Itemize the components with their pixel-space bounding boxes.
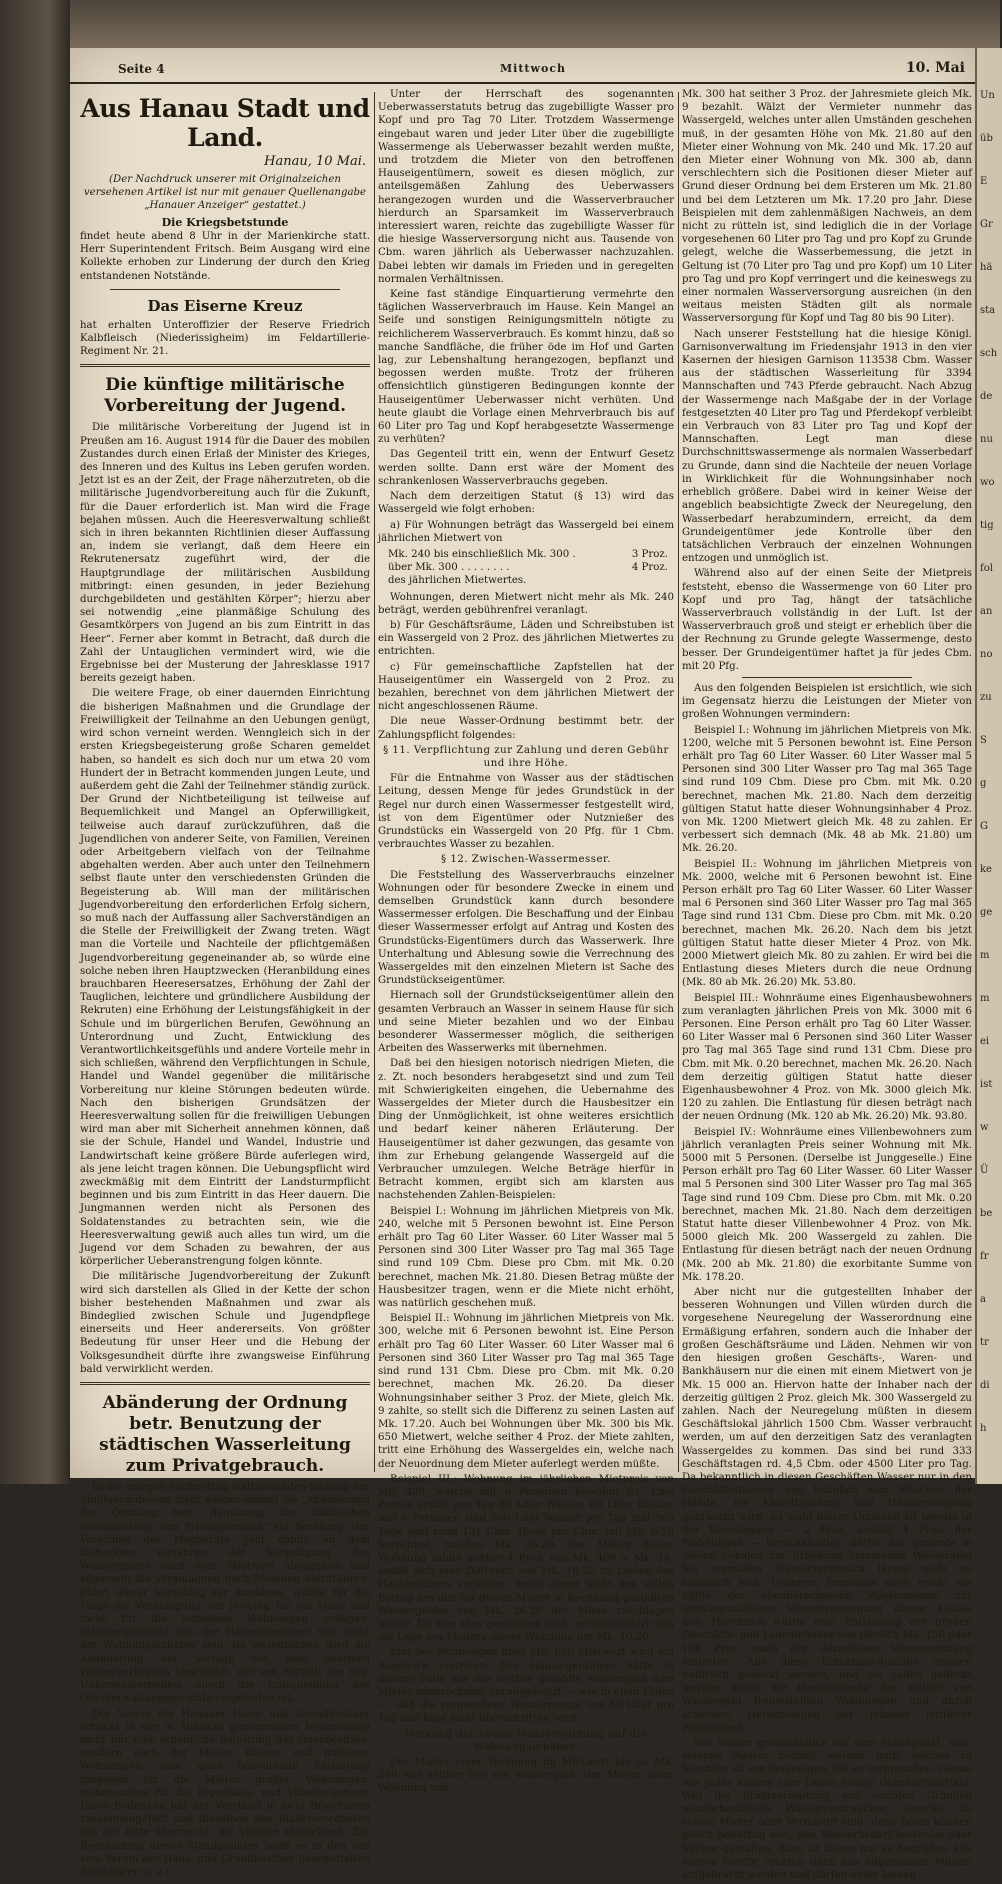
article-paragraph: Die neue Wasser-Ordnung bestimmt betr. der Zahlungspflicht folgendes: (378, 716, 674, 741)
masthead: Mittwoch (500, 62, 567, 75)
news-item-text: hat erhalten Unteroffizier der Reserve Friedrich Kalbfleisch (Niederissigheim) im Feldartillerie-Regiment Nr. 21. (80, 319, 370, 358)
adjacent-page-fragment: m (980, 993, 990, 1004)
adjacent-page-fragment: sch (980, 348, 998, 359)
newspaper-page (70, 48, 975, 1882)
adjacent-page-fragment: an (980, 606, 993, 617)
article-paragraph: Mk. 300 hat seither 3 Proz. der Jahresmiete gleich Mk. 9 bezahlt. Wälzt der Vermieter nunmehr das Wassergeld, welches unter allen Umständen geschehen muß, in der gesamten Höhe von Mk. 21.80 auf den Mieter einer Wohnung von Mk. 240 und Mk. 17.20 auf den Mieter einer Wohnung von Mk. 300 ab, dann verschlechtern sich die Positionen dieser Mieter auf Grund dieser Ordnung bei dem Ersteren um Mk. 21.80 und bei dem Letzteren um Mk. 17.20 pro Jahr. Diese Beispielen mit dem zahlenmäßigen Nachweis, an dem nicht zu rütteln ist, sind lediglich die in der Vorlage vorgesehenen 60 Liter pro Tag und pro Kopf zu Grunde gelegt, welche die Wasserbemessung, die jetzt in Geltung ist (70 Liter pro Tag und pro Kopf) um 10 Liter pro Tag und pro Kopf verringert und die keineswegs zu einer normalen Wasserversorgung ausreichen (in den weitaus meisten Städten gilt als normale Wasserversorgung für Kopf und Tag 80 bis 90 Liter). (682, 89, 972, 325)
article-headline: Abänderung der Ordnung betr. Benutzung der städtischen Wasserleitung zum Privatgebrauch. (99, 1393, 351, 1477)
issue-date: 10. Mai (905, 60, 965, 76)
adjacent-page-fragment: hä (980, 262, 993, 273)
example-paragraph: Beispiel I.: Wohnung im jährlichen Mietpreis von Mk. 240, welche mit 5 Personen bewohnt ist. Eine Person erhält pro Tag 60 Liter Wasser. 60 Liter Wasser mal 5 Personen sind 300 Liter Wasser pro Tag mal 365 Tage sind rund 109 Cbm. Diese pro Cbm. mit Mk. 0.20 berechnet, machen Mk. 21.80. Diesen Betrag müßte der Hausbesitzer tragen, wenn er die Miete nicht erhöht, was natürlich geschehen muß. (378, 1205, 674, 1310)
article-paragraph: Die Feststellung des Wasserverbrauchs einzelner Wohnungen oder für besondere Zwecke in einem und demselben Grundstück kann durch besondere Wassermesser erfolgen. Die Beschaffung und der Einbau dieser Wassermesser erfolgt auf Antrag und Kosten des Grundstücks-Eigentümers durch das Wasserwerk. Ihre Unterhaltung und Ablesung sowie die Verrechnung des Wassergeldes mit den einzelnen Mietern ist Sache des Grundstückseigentümer. (378, 869, 674, 987)
rate-label: über Mk. 300 . . . . . . . . (388, 562, 510, 574)
divider (110, 289, 340, 290)
article-paragraph: In der morgen nachmittag stattfindenden Sitzung der Stadtverordneten steht wieder einmal die „Abänderung der Ordnung betr. Benutzung der städtischen Wasserleitung zum Privatgebrauch“ zur Beratung. Der Vorschlag des Magistrats geht dahin, an dem bisherigen Verfahren der Veranlagung des Wassergeldes nach dem Mietwert abzugehen und allgemein die Veranlagung nach Messung einzuführen. Führt dieser Vorschlag zur Annahme, würde für die Folge die Veranlagung nur jeweilig für ein Haus und nicht für die einzelnen Wohnungen erfolgen, zahlungspflichtig also der Hauseigentümer und nicht der Wohnungsinhaber sein. Im wesentlichen wird die Abänderung der Vorlage mit dem enormen Wasserverbrauch begründet, der seit Fortfall des sog. Ueberwassergeldes durch die Entscheidung des Oberverwaltungsgerichts eingetreten ist. (80, 1482, 370, 1705)
adjacent-page-fragment: h (980, 1423, 987, 1434)
news-item-title: Die Kriegsbetstunde (161, 216, 289, 229)
adjacent-page-fragment: be (980, 1208, 993, 1219)
adjacent-page-fragment: nu (980, 434, 993, 445)
column-rule (678, 92, 679, 1472)
rate-label: Mk. 240 bis einschließlich Mk. 300 . (388, 548, 576, 560)
article-paragraph: Das Gegenteil tritt ein, wenn der Entwurf Gesetz werden sollte. Dann erst wäre der Moment des schrankenlosen Wasserverbrauchs gegeben. (378, 449, 674, 487)
divider (80, 364, 370, 367)
adjacent-page-fragment: S (980, 735, 987, 746)
example-paragraph: Beispiel III.: Wohnräume eines Eigenhausbewohners zum veranlagten jährlichen Preis von Mk. 3000 mit 6 Personen. Eine Person erhält pro Tag 60 Liter Wasser. 60 Liter Wasser mal 6 Personen sind 360 Liter Wasser pro Tag mal 365 Tage sind rund 131 Cbm. Diese pro Cbm. mit Mk. 0.20 berechnet, machen Mk. 26.20. Nach dem derzeitig gültigen Statut hatte dieser Eigenhausbewohner 4 Proz. von Mk. 3000 gleich Mk. 120 zu zahlen. Die Entlastung für diesen beträgt nach der neuen Ordnung (Mk. 120 ab Mk. 26.20) Mk. 93.80. (682, 992, 972, 1123)
header-rule (70, 82, 975, 84)
rate-table (388, 548, 674, 588)
news-item-text: findet heute abend 8 Uhr in der Marienkirche statt. Herr Superintendent Fritsch. Beim Ausgang wird eine Kollekte erhoben zur Linderung der durch den Krieg entstandenen Notstände. (80, 231, 370, 282)
adjacent-page-fragment: zu (980, 692, 992, 703)
adjacent-page-fragment: fol (980, 563, 993, 574)
article-paragraph: Nach unserer Feststellung hat die hiesige Königl. Garnisonverwaltung im Friedensjahr 1913 in den vier Kasernen der hiesigen Garnison 113538 Cbm. Wasser aus der städtischen Wasserleitung für 3394 Mannschaften und 743 Pferde gebraucht. Nach Abzug der Wassermenge nach Maßgabe der in der Vorlage festgesetzten 40 Liter pro Tag und Pferdekopf verbleibt ein Verbrauch von 83 Liter pro Tag und Kopf der Mannschaften. Legt man diese Durchschnittswassermenge als normalen Wasserbedarf zu Grunde, dann sind die Nachteile der neuen Vorlage in Wirklichkeit für die Wohnungsinhaber noch erheblich größere. Dabei wird in keiner Weise der angeblich beabsichtigte Zweck der Neuregelung, den Wasserbedarf herabzumindern, erreicht, da dem Grundeigentümer jede Kontrolle über den tatsächlichen Verbrauch der einzelnen Wohnungen entzogen und unmöglich ist. (682, 328, 972, 565)
adjacent-page-fragment: de (980, 391, 993, 402)
adjacent-page-fragment: no (980, 649, 993, 660)
adjacent-page-fragment: tig (980, 520, 994, 531)
article-paragraph: Der Verein der Hanauer Haus- und Grundbesitzer erblickt in der in Aussicht genommenen Neuordnung nicht nur eine erhebliche Belastung des Hausbesitzes, sondern auch der Mieter kleiner und mittlerer Wohnungen; eine ganz bedeutende Entlastung hingegen für die Mieter großer Wohnungen, insbesondere für die Eigenhaus- und Villenbewohner. Diese Bedenken hat der Vorstand in zwei Broschüren zusammengefaßt und dieselben den Stadtverordneten mit der Bitte überreicht, die Vorlage abzulehnen. Zur Begründung dieses Standpunktes heißt es in den uns vom Verein der Haus- und Grundbesitzer übermittelten Broschüren u. a.: (80, 1708, 370, 1878)
example-paragraph: Beispiel II.: Wohnung im jährlichen Mietpreis von Mk. 2000, welche mit 6 Personen bewohnt ist. Eine Person erhält pro Tag 60 Liter Wasser. 60 Liter Wasser mal 6 Personen sind 360 Liter Wasser pro Tag mal 365 Tage sind rund 131 Cbm. Diese pro Cbm. mit Mk. 0.20 berechnet, machen Mk. 26.20. Nach dem bis jetzt gültigen Statut hatte dieser Mieter 4 Proz. von Mk. 2000 Mietwert gleich Mk. 80 zu zahlen. Er wird bei die Entlastung dieses Mieters durch die neue Ordnung (Mk. 80 ab Mk. 26.20) Mk. 53.80. (682, 858, 972, 989)
section-title: Aus Hanau Stadt und Land. (80, 94, 370, 152)
article-paragraph: Daß bei den hiesigen notorisch niedrigen Mieten, die z. Zt. noch besonders herabgesetzt sind und zum Teil mit Schwierigkeiten eingehen, die Uebernahme des Wassergeldes der Mieter durch die Hausbesitzer ein Ding der Unmöglichkeit, ist ohne weiteres ersichtlich und bedarf keiner näheren Erläuterung. Der Hauseigentümer ist daher gezwungen, das gesamte von ihm zur Erhebung gelangende Wassergeld auf die Verbraucher umzulegen. Welche Beträge hierfür in Betracht kommen, ergibt sich am klarsten aus nachstehenden Zahlen-Beispielen: (378, 1058, 674, 1202)
article-paragraph: a) Für Wohnungen beträgt das Wassergeld bei einem jährlichen Mietwert von (378, 519, 674, 544)
adjacent-page-fragment: G (980, 821, 988, 832)
adjacent-page-fragment: sta (980, 305, 996, 316)
article-paragraph: b) Für Geschäftsräume, Läden und Schreibstuben ist ein Wassergeld von 2 Proz. des jährlichen Mietwertes zu entrichten. (378, 619, 674, 658)
adjacent-page-fragment: E (980, 176, 988, 187)
column-2 (378, 88, 674, 1798)
adjacent-page-fragment: üb (980, 133, 993, 144)
example-paragraph: Beispiel IV.: Wohnräume eines Villenbewohners zum jährlich veranlagten Preis seiner Wohnung mit Mk. 5000 mit 5 Personen. (Derselbe ist Junggeselle.) Eine Person erhält pro Tag 60 Liter Wasser. 60 Liter Wasser mal 5 Personen sind 300 Liter Wasser pro Tag mal 365 Tage sind rund 109 Cbm. Diese pro Cbm. mit Mk. 0.20 berechnet, machen Mk. 21.80. Nach dem derzeitigen Statut hatte dieser Villenbewohner 4 Proz. von Mk. 5000 gleich Mk. 200 Wassergeld zu zahlen. Die Entlastung für diesen beträgt nach der neuen Ordnung (Mk. 200 ab Mk. 21.80) die exorbitante Summe von Mk. 178.20. (682, 1126, 972, 1283)
adjacent-page-fragment: a (980, 1294, 986, 1305)
rate-row (388, 548, 674, 561)
article-paragraph: Keine fast ständige Einquartierung vermehrte den täglichen Wasserverbrauch im Hause. Kein Mangel an Seife und sonstigen Reinigungsmitteln nötigte zu reichlicherem Wasserverbrauch. Es kommt hinzu, daß so manche Sandfläche, die früher öde im Hof und Garten lag, zur Lebenshaltung herangezogen, bepflanzt und begossen werden mußte. Trotz der früheren offensichtlich günstigeren Bedingungen konnte der Hauseigentümer Ueberwasser nicht verhüten. Und heute glaubt die Vorlage einen Mehrverbrauch bis auf 60 Liter pro Tag und Kopf herabgesetzte Wassermenge zu verhüten? (378, 289, 674, 446)
column-3 (682, 88, 972, 1884)
adjacent-page-fragment: Gr (980, 219, 993, 230)
scan-left-margin (0, 0, 70, 1484)
article-paragraph: Aber nicht nur die gutgestellten Inhaber der besseren Wohnungen und Villen würden durch die vorgesehene Neuregelung der Wasserordnung eine Ermäßigung erfahren, sondern auch die Inhaber der großen Geschäftsräume und Läden. Nehmen wir von den hiesigen großen Geschäfts-, Waren- und Bankhäusern nur die einen mit einem Mietwert von je Mk. 15 000 an. Hiervon hatte der Inhaber nach der derzeitig gültigen 2 Proz. gleich Mk. 300 Wassergeld zu zahlen. Nach der Neuregelung müßten in diesem Geschäftslokal jährlich 1500 Cbm. Wasser verbraucht werden, um auf den derzeitigen Satz des veranlagten Wassergeldes zu kommen. Das sind bei rund 333 Geschäftstagen rd. 4,5 Cbm. oder 4500 Liter pro Tag. Da bekanntlich in diesen Geschäften Wasser nur in den Geschäftsstunden und lediglich zum Waschen der Hände, für Klosettspülung und Händereinigung gebraucht wird, ist wohl dieser Umstand ist bereits in der Veranlagung — 2 Proz. anstatt 4 Proz. der Wohnungen — berücksichtigt, dürfte das gesamte in diesen Lokalen zur Erhebung kommende Wassergeld bei normalem Wasserverbrauch längst nicht so erheblich sein. Unserem Ermessen nach reicht nie hälfte der obenberechneten Wassermenge zur ordnungsmäßigen Wasserversorgung dieser Lokale aus. Hierdurch würde eine Entlastung der großen Geschäfts- und Ladeninhaber von jährlich Mk. 150 oder 100 Proz. nach der derzeitigen Wasserordnung eintreten. Alle diese Einnahme-Ausfälle müssen notürlich gedeckt werden, und sie sollen gedeckt werden durch die Heranziehung der seither von Wassergeld freigestellten Wohnungen und durch schärfere Heranziehung der Inhaber mittlerer Wohnungen. (682, 1287, 972, 1734)
adjacent-page-fragment: ge (980, 907, 993, 918)
statute-heading: § 12. Zwischen-Wassermesser. (441, 854, 611, 866)
article-paragraph: Für die Entnahme von Wasser aus der städtischen Leitung, dessen Menge für jedes Grundstück in der Regel nur durch einen Wassermesser festgestellt wird, ist von dem Eigentümer oder Nutznießer des Grundstücks ein Wassergeld von 20 Pfg. für 1 Cbm. verbrauchtes Wasser zu bezahlen. (378, 773, 674, 851)
adjacent-page-fragment: di (980, 1380, 990, 1391)
adjacent-page-fragment: ke (980, 864, 992, 875)
article-paragraph: c) Für gemeinschaftliche Zapfstellen hat der Hauseigentümer ein Wassergeld von 2 Proz. zu bezahlen, berechnet von dem jährlichen Mietwert der nicht angeschlossenen Räume. (378, 661, 674, 713)
reprint-note: (Der Nachdruck unserer mit Originalzeichen versehenen Artikel ist nur mit genauer Quellenangabe „Hanauer Anzeiger“ gestattet.) (83, 174, 367, 211)
divider (80, 1382, 370, 1385)
example-paragraph: Beispiel I.: Wohnung im jährlichen Mietpreis von Mk. 1200, welche mit 5 Personen bewohnt ist. Eine Person erhält pro Tag 60 Liter Wasser. 60 Liter Wasser mal 5 Personen sind 300 Liter Wasser pro Tag mal 365 Tage sind rund 109 Cbm. Diese pro Cbm. mit Mk. 0.20 berechnet, machen Mk. 21.80. Nach dem derzeitig gültigen Statut hatte dieser Wohnungsinhaber 4 Proz. von Mk. 1200 Mietwert gleich Mk. 48 zu zahlen. Er verbessert sich demnach (Mk. 48 ab Mk. 21.80) um Mk. 26.20. (682, 724, 972, 855)
adjacent-page-fragment: Un (980, 90, 995, 101)
scan-top-margin (70, 0, 1000, 48)
article-paragraph: Aus den folgenden Beispielen ist ersichtlich, wie sich im Gegensatz hierzu die Leistungen der Mieter von großen Wohnungen vermindern: (682, 682, 972, 721)
article-paragraph: Wir stehen grundsätzlich auf dem Standpunkt, daß, solange Wasser bezahlt werden muß, solches zu bezahlen ist von denjenigen, die es verbrauchen. Genau wie jeder andere zum Leben nötige Gebrauchsartikel. Will die Stadtverwaltung aus sozialen Gründen minderbemittelte Wasserverbraucher, einerlei, ob solche Mieter oder Vermieter sind, denn beide können gleich bedürftig sein, den Wasserbedarf kostenlos oder billiger gestalten, dann ist dieses nur zu begrüßen. Die Kosten hierfür müßten dann aus allgemeinen Mitteln aufgebracht werden und dürfen unter keinen (682, 1737, 972, 1882)
article-paragraph: Der Mieter einer Wohnung im Mietwert bis zu Mk. 240 war seither frei von Wassergeld. Der Mieter einer Wohnung von (378, 1756, 674, 1795)
divider (742, 677, 912, 678)
rate-value: 3 Proz. (631, 548, 668, 560)
adjacent-page-fragment: ei (980, 1036, 990, 1047)
adjacent-page-fragment: m (980, 950, 990, 961)
news-item-title: Das Eiserne Kreuz (147, 296, 303, 315)
article-paragraph: Wohnungen, deren Mietwert nicht mehr als Mk. 240 beträgt, werden gebührenfrei veranlagt. (378, 591, 674, 616)
article-paragraph: Die militärische Jugendvorbereitung der Zukunft wird sich darstellen als Glied in der Kette der schon bisher bestehenden Maßnahmen und zwar als Bindeglied zwischen Schule und Jugendpflege einerseits und Heer andererseits. Von größter Bedeutung für unser Heer und die Hebung der Volksgesundheit dürfte ihre zwangsweise Einführung bald verwirklicht werden. (80, 1271, 370, 1375)
adjacent-page-fragment: wo (980, 477, 995, 488)
adjacent-page-fragment: Ü (980, 1165, 989, 1176)
adjacent-page-edge (975, 48, 1002, 1484)
article-paragraph: Während also auf der einen Seite der Mietpreis feststeht, ebenso die Wassermenge von 60 Liter pro Kopf und pro Tag, hängt der tatsächliche Wasserverbrauch vollständig in der Luft. Ist der Wasserverbrauch groß und steigt er erheblich über die der Rechnung zu Grunde gelegte Wassermenge, desto besser. Der Grundeigentümer haftet ja für jedes Cbm. mit 20 Pfg. (682, 568, 972, 672)
rate-row (388, 574, 674, 587)
rate-value: 4 Proz. (631, 562, 668, 574)
adjacent-page-fragment: w (980, 1122, 989, 1133)
article-headline: Die künftige militärische Vorbereitung der Jugend. (103, 375, 347, 417)
page-number: Seite 4 (118, 62, 165, 76)
local-dateline: Hanau, 10 Mai. (264, 154, 366, 169)
rate-row (388, 561, 674, 574)
adjacent-page-fragment: g (980, 778, 987, 789)
column-rule (374, 92, 375, 1472)
article-paragraph: Nach dem derzeitigen Statut (§ 13) wird das Wassergeld wie folgt erhoben: (378, 491, 674, 516)
article-paragraph: Unter der Herrschaft des sogenannten Ueberwasserstatuts betrug das zugebilligte Wasser pro Kopf und pro Tag 70 Liter. Trotzdem Wassermenge eingebaut waren und jeder Liter über die zugebilligte Wassermenge als Ueberwasser bezahlt werden mußte, und trotzdem die Mieter von den betroffenen Hauseigentümern, soweit es diesen möglich, zur anteilsgemäßen Zahlung des Ueberwassers herangezogen wurden und die Wasserverbraucher hierdurch an Sparsamkeit im Wasserverbrauch interessiert waren, reichte das zugebilligte Wasser für die hiesige Wasserversorgung nicht aus. Tausende von Cbm. waren jährlich als Ueberwasser nachzuzahlen. Dabei lebten wir damals im Frieden und in geregelten normalen Verhältnissen. (378, 89, 674, 285)
adjacent-page-fragment: tr (980, 1337, 989, 1348)
rate-label: des jährlichen Mietwertes. (388, 575, 527, 587)
statute-heading: § 11. Verpflichtung zur Zahlung und deren Gebühr und ihre Höhe. (383, 744, 669, 769)
subsection-heading: Wirkung der neuen Wasserordnung auf die Wohnungsinhaber. (404, 1728, 648, 1753)
article-paragraph: Die weitere Frage, ob einer dauernden Einrichtung die bisherigen Maßnahmen und die Grundlage der Freiwilligkeit der Teilnahme an den Uebungen genügt, wird schon verneint werden. Wenngleich sich in der ersten Kriegsbegeisterung große Scharen gemeldet haben, so handelt es sich doch nur um etwa 20 vom Hundert der in Betracht kommenden jungen Leute, und außerdem geht die Zahl der Teilnehmer ständig zurück. Der Grund der Nichtbeteiligung ist teilweise auf Bequemlichkeit und Mangel an Opferwilligkeit, teilweise auch darauf zurückzuführen, daß die Jugendlichen von anderer Seite, von Familien, Vereinen oder Arbeitgebern vielfach von der Teilnahme abgehalten werden. Aber auch unter den Teilnehmern selbst flaute unter den verschiedensten Gründen die Begeisterung ab. Will man der militärischen Jugendvorbereitung den erforderlichen Erfolg sichern, so muß nach der Auffassung aller Sachverständigen an die Stelle der Freiwilligkeit der Zwang treten. Wägt man die Vorteile und Nachteile der pflichtgemäßen Jugendvorbereitung gegeneinander ab, so würde eine solche neben ihren Hauptzwecken (Heranbildung eines brauchbaren Heeresersatzes, Erhöhung der Zahl der Tauglichen, leichtere und gründlichere Ausbildung der Rekruten) eine Erhöhung der Leistungsfähigkeit in der Schule und im bürgerlichen Berufen, Gewöhnung an Unterordnung und Zucht, Entwicklung des Verantwortlichkeitsgefühls und andere Vorteile mehr in sich schließen, während den Verpflichtungen in Schule, Handel und Wandel gegenüber die militärische Vorbereitung nur kleine Störungen bedeuten würde. Nach den bisherigen Grundsätzen der Heeresverwaltung sollen für die freiwilligen Uebungen wird man aber mit Sicherheit annehmen können, daß sie der Schule, Handel und Wandel, Industrie und Landwirtschaft keine größere Bürde auferlegen wird, als jene leicht tragen können. Die Uebungspflicht wird zweckmäßig mit dem Eintritt der Landsturmpflicht beginnen und bis zum Eintritt in das Heer dauern. Die Jungmannen werden nicht als Personen des Soldatenstandes zu betrachten sein, wie die Heeresverwaltung gewiß auch alles tun wird, um die Jugend vor dem Schaden zu bewahren, der aus körperlicher Ueberanstrengung folgen könnte. (80, 688, 370, 1268)
example-paragraph: Beispiel III.: Wohnung im jährlichen Mietpreis von Mk. 400, welche mit 6 Personen bewohnt ist. Eine Person erhält pro Tag 60 Liter Wasser. 60 Liter Wasser mal 6 Personen sind 360 Liter Wasser pro Tag mal 365 Tage sind rund 131 Cbm. Diese pro Cbm. mit Mk. 0.20 berechnet, machen Mk. 26.20. Der Mieter dieser Wohnung zahlte seither 4 Proz. von Mk. 400 = Mk. 16, sodaß sich eine Differenz von Mk. 10.20 zu Lasten des Hausbesitzers verbliebe, wenn dieser nicht den vollen Betrag des ihm für diesen Mieter in Rechnung gestellten Wassergeldes von Mk. 26.20 der Miete zuschlagen würde. Da dies aber geschehen muß, verschlechtert sich die Lage des Mieters dieser Wohnung um Mk. 10.20. (378, 1473, 674, 1644)
example-paragraph: Beispiel II.: Wohnung im jährlichen Mietpreis von Mk. 300, welche mit 6 Personen bewohnt ist. Eine Person erhält pro Tag 60 Liter Wasser. 60 Liter Wasser mal 6 Personen sind 360 Liter Wasser pro Tag mal 365 Tage sind rund 131 Cbm. Diese pro Cbm. mit Mk. 0.20 berechnet, machen Mk. 26.20. Da dieser Wohnungsinhaber seither 3 Proz. der Miete, gleich Mk. 9 zahlte, so stellt sich die Differenz zu seinen Lasten auf Mk. 17.20. Auch bei Wohnungen über Mk. 300 bis Mk. 650 Mietwert, welche seither 4 Proz. der Miete zahlten, tritt eine Erhöhung des Wassergeldes ein, welche nach der Neuordnung dem Mieter auferlegt werden müßte. (378, 1313, 674, 1470)
article-paragraph: Hiernach soll der Grundstückseigentümer allein den gesamten Verbrauch an Wasser in seinem Hause für sich und seine Mieter bezahlen und wo der Einbau besonderer Wassermesser möglich, die seitherigen Arbeiten des Wasserwerks mit übernehmen. (378, 990, 674, 1055)
article-paragraph: Die militärische Vorbereitung der Jugend ist in Preußen am 16. August 1914 für die Dauer des mobilen Zustandes durch einen Erlaß der Minister des Krieges, des Inneren und des Kultus ins Leben gerufen worden. Jetzt ist es an der Zeit, der Frage näherzutreten, ob die militärische Jugendvorbereitung auch für die Zukunft, für die Dauer erforderlich ist. Man wird die Frage bejahen müssen. Auch die Heeresverwaltung schließt sich in ihren bekannten Richtlinien dieser Auffassung an, indem sie verlangt, daß dem Heere ein Rekrutenersatz zugeführt wird, der die Hauptgrundlage der militärischen Ausbildung mitbringt: einen gesunden, in jeder Beziehung durchgebildeten und gestählten Körper“; hierzu aber sei notwendig „eine planmäßige Schulung des Gesamtkörpers von Jugend an bis zum Eintritt in das Heer“. Ferner aber kommt in Betracht, daß durch die Zahl der Untauglichen vermindert wird, wie die Ergebnisse bei der Musterung der Jahresklasse 1917 bereits gezeigt haben. (80, 422, 370, 685)
adjacent-page-fragment: fr (980, 1251, 989, 1262)
column-1 (80, 88, 370, 1881)
article-paragraph: Erst bei Wohnungen über Mk. 650 Mietwert wird ein Ausgleich eintreten. Der Hauseigentümer hätte in diesem Falle nur das seither gezahlte Wassergeld dem Mieter anzurechnen, vorausgesetzt — wie in allen Fällen —, daß die vorgesehene Wassermenge von 60 Liter pro Tag und Kopf nicht überschritten wird. (378, 1647, 674, 1725)
adjacent-page-fragment: ist (980, 1079, 993, 1090)
